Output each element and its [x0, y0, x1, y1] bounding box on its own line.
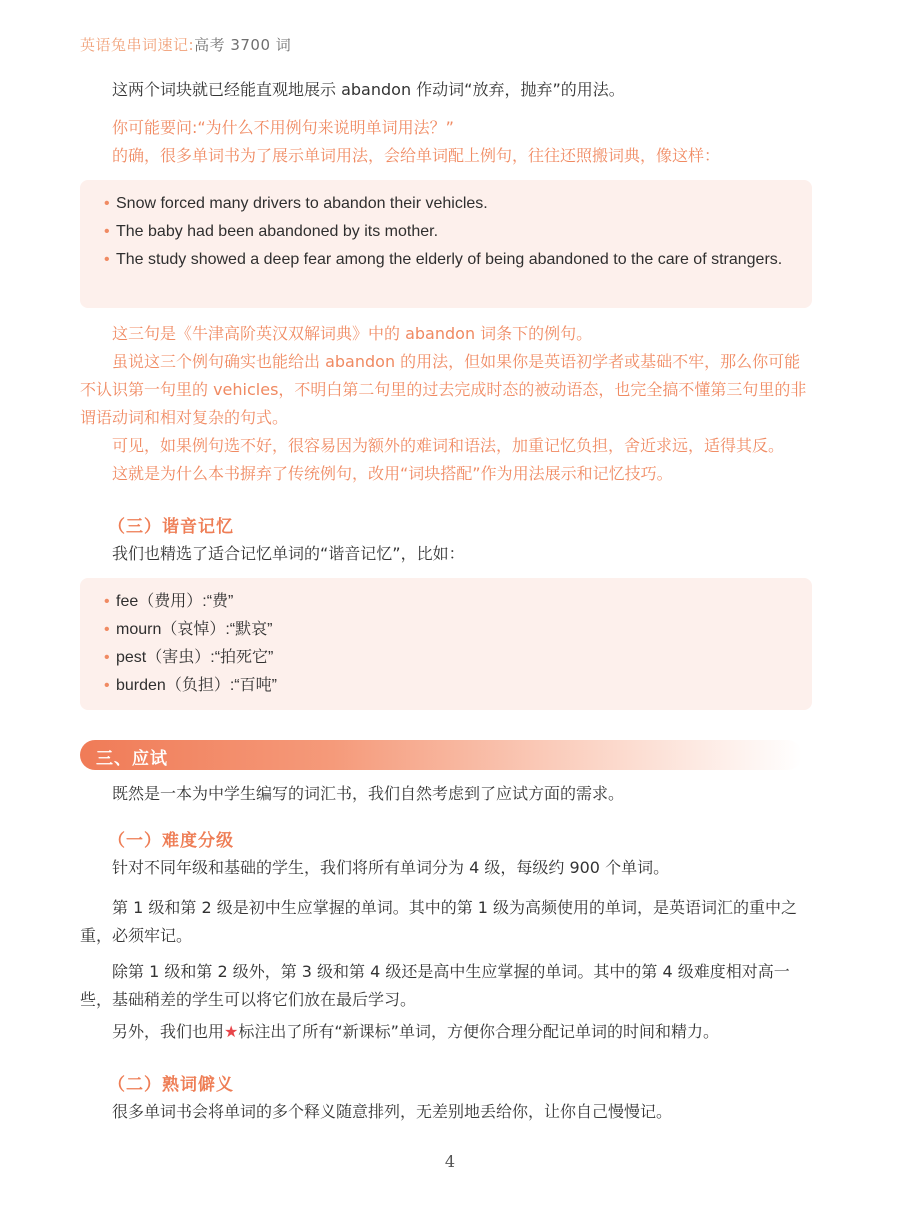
- example-sentence: • Snow forced many drivers to abandon their vehicles.: [104, 195, 488, 212]
- homophone-item: • pest（害虫）:“拍死它”: [104, 649, 274, 666]
- example-sentence: • The study showed a deep fear among the elderly of being abandoned to the care of strangers.: [104, 251, 783, 268]
- running-header: [80, 34, 291, 55]
- dictionary-source-note: 这三句是《牛津高阶英汉双解词典》中的 abandon 词条下的例句。: [112, 324, 593, 343]
- section-heading-exam: [80, 740, 802, 770]
- example-drawback-para: 虽说这三个例句确实也能给出 abandon 的用法，但如果你是英语初学者或基础不牢，那么你可能不认识第一句里的 vehicles，不明白第二句里的过去完成时态的被动语态，也完全搞不懂第三句里的非谓语动词和相对复杂的句式。: [80, 352, 807, 427]
- header-series: 英语兔串词速记:: [80, 36, 195, 54]
- difficulty-para-1: 针对不同年级和基础的学生，我们将所有单词分为 4 级，每级约 900 个单词。: [112, 858, 670, 877]
- homophone-item: • mourn（哀悼）:“默哀”: [104, 621, 273, 638]
- homophone-item: • fee（费用）:“费”: [104, 593, 234, 610]
- answer-line: 的确，很多单词书为了展示单词用法，会给单词配上例句，往往还照搬词典，像这样：: [112, 146, 721, 165]
- approach-para: 这就是为什么本书摒弃了传统例句，改用“词块搭配”作为用法展示和记忆技巧。: [112, 464, 673, 483]
- example-sentences-box: [80, 180, 812, 308]
- difficulty-para-3: 除第 1 级和第 2 级外，第 3 级和第 4 级还是高中生应掌握的单词。其中的第 4 级难度相对高一些，基础稍差的学生可以将它们放在最后学习。: [80, 962, 790, 1009]
- subheading-rare-meaning: （二）熟词僻义: [108, 1075, 234, 1095]
- subheading-difficulty: （一）难度分级: [108, 831, 234, 851]
- subheading-homophone: （三）谐音记忆: [108, 517, 234, 537]
- conclusion-para: 可见，如果例句选不好，很容易因为额外的难词和语法，加重记忆负担，舍近求远，适得其反。: [112, 436, 785, 455]
- rare-meaning-para-1: 很多单词书会将单词的多个释义随意排列，无差别地丢给你，让你自己慢慢记。: [112, 1102, 673, 1121]
- difficulty-para-2: 第 1 级和第 2 级是初中生应掌握的单词。其中的第 1 级为高频使用的单词，是英语词汇的重中之重，必须牢记。: [80, 898, 798, 945]
- homophone-box: [80, 578, 812, 710]
- exam-intro: 既然是一本为中学生编写的词汇书，我们自然考虑到了应试方面的需求。: [112, 784, 625, 803]
- section-heading-text: 三、应试: [96, 749, 168, 769]
- example-sentence: • The baby had been abandoned by its mother.: [104, 223, 439, 240]
- page-number: 4: [444, 1152, 456, 1171]
- header-title: 高考 3700 词: [194, 36, 292, 54]
- star-icon: ★: [224, 1022, 239, 1041]
- homophone-intro: 我们也精选了适合记忆单词的“谐音记忆”，比如：: [112, 544, 465, 563]
- homophone-item: • burden（负担）:“百吨”: [104, 677, 277, 694]
- intro-line: 这两个词块就已经能直观地展示 abandon 作动词“放弃，抛弃”的用法。: [112, 80, 625, 99]
- question-line: 你可能要问:“为什么不用例句来说明单词用法？”: [112, 118, 454, 137]
- difficulty-para-4: 另外，我们也用★标注出了所有“新课标”单词，方便你合理分配记单词的时间和精力。: [112, 1022, 719, 1041]
